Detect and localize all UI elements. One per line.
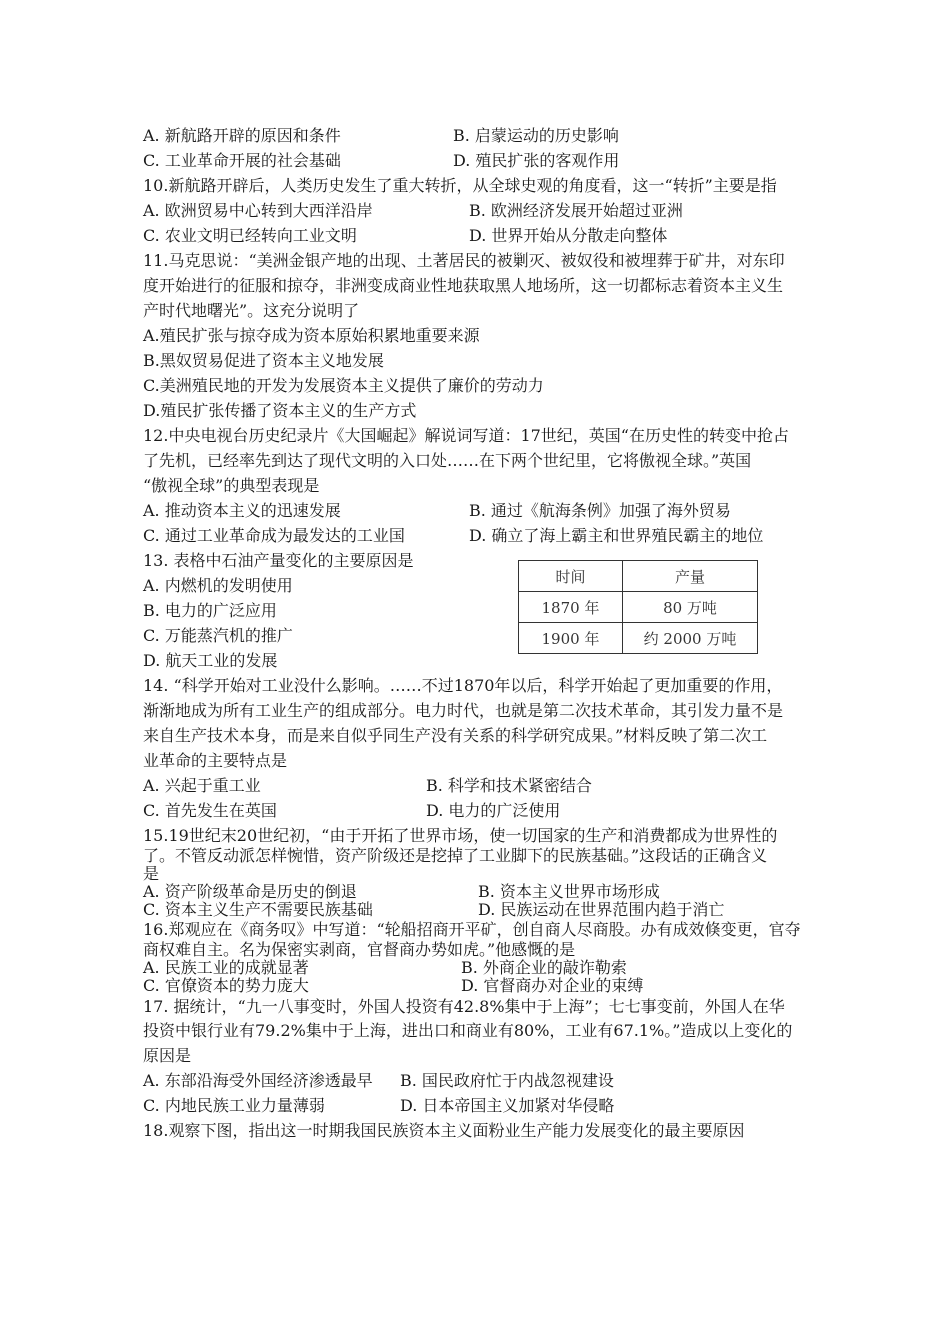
q12-option-c: C. 通过工业革命成为最发达的工业国: [143, 526, 405, 545]
q16-option-b: B. 外商企业的敲诈勒索: [461, 958, 627, 977]
q13-option-a: A. 内燃机的发明使用: [143, 576, 293, 595]
q17-stem-line-3: 原因是: [143, 1046, 192, 1065]
q14-stem-line-2: 渐渐地成为所有工业生产的组成部分。电力时代，也就是第二次技术革命，其引发力量不是: [143, 701, 784, 720]
q10-option-b: B. 欧洲经济发展开始超过亚洲: [469, 201, 683, 220]
q10-stem: 10.新航路开辟后，人类历史发生了重大转折，从全球史观的角度看，这一“转折”主要是指: [143, 176, 777, 195]
q12-option-d: D. 确立了海上霸主和世界殖民霸主的地位: [469, 526, 764, 545]
q11-option-a: A.殖民扩张与掠夺成为资本原始积累地重要来源: [143, 326, 480, 345]
q17-option-a: A. 东部沿海受外国经济渗透最早: [143, 1071, 373, 1090]
q11-stem-line-1: 11.马克思说：“美洲金银产地的出现、土著居民的被剿灭、被奴役和被埋葬于矿井，对东印: [143, 251, 785, 270]
q14-stem-line-3: 来自生产技术本身，而是来自似乎同生产没有关系的科学研究成果。”材料反映了第二次工: [143, 726, 768, 745]
q14-option-d: D. 电力的广泛使用: [426, 801, 561, 820]
q15-option-a: A. 资产阶级革命是历史的倒退: [143, 882, 357, 901]
q9-option-c: C. 工业革命开展的社会基础: [143, 151, 341, 170]
q9-option-a: A. 新航路开辟的原因和条件: [143, 126, 341, 145]
q13-option-d: D. 航天工业的发展: [143, 651, 278, 670]
q17-stem-line-2: 投资中银行业有79.2%集中于上海，进出口和商业有80%，工业有67.1%。”造成以上变化的: [143, 1021, 793, 1040]
q10-option-c: C. 农业文明已经转向工业文明: [143, 226, 357, 245]
q14-option-c: C. 首先发生在英国: [143, 801, 277, 820]
q17-option-d: D. 日本帝国主义加紧对华侵略: [400, 1096, 615, 1115]
table-cell-output: 80 万吨: [623, 592, 758, 623]
q14-option-b: B. 科学和技术紧密结合: [426, 776, 592, 795]
q16-stem-line-1: 16.郑观应在《商务叹》中写道：“轮船招商开平矿，创自商人尽商股。办有成效倏变更，官夺: [143, 920, 801, 939]
table-cell-year: 1900 年: [519, 623, 623, 654]
q15-stem-line-2: 了。不管反动派怎样惋惜，资产阶级还是挖掉了工业脚下的民族基础。”这段话的正确含义: [143, 846, 768, 865]
table-header-time: 时间: [519, 561, 623, 592]
q16-option-d: D. 官督商办对企业的束缚: [461, 976, 644, 995]
table-header-row: [519, 561, 758, 592]
q9-option-b: B. 启蒙运动的历史影响: [453, 126, 619, 145]
q9-option-d: D. 殖民扩张的客观作用: [453, 151, 620, 170]
q14-stem-line-1: 14. “科学开始对工业没什么影响。……不过1870年以后，科学开始起了更加重要的作用，: [143, 676, 783, 695]
q16-stem-line-2: 商权难自主。名为保密实剥商，官督商办势如虎。”他感慨的是: [143, 940, 576, 959]
q11-stem-line-2: 度开始进行的征服和掠夺，非洲变成商业性地获取黑人地场所，这一切都标志着资本主义生: [143, 276, 784, 295]
q11-option-c: C.美洲殖民地的开发为发展资本主义提供了廉价的劳动力: [143, 376, 544, 395]
q12-stem-line-1: 12.中央电视台历史纪录片《大国崛起》解说词写道：17世纪，英国“在历史性的转变中抢占: [143, 426, 789, 445]
q17-option-b: B. 国民政府忙于内战忽视建设: [400, 1071, 614, 1090]
q12-option-a: A. 推动资本主义的迅速发展: [143, 501, 341, 520]
q15-option-c: C. 资本主义生产不需要民族基础: [143, 900, 373, 919]
q17-stem-line-1: 17. 据统计，“九一八事变时，外国人投资有42.8%集中于上海”；七七事变前，外国人在华: [143, 997, 785, 1016]
table-cell-year: 1870 年: [519, 592, 623, 623]
q15-stem-line-1: 15.19世纪末20世纪初，“由于开拓了世界市场，使一切国家的生产和消费都成为世界性的: [143, 826, 778, 845]
table-row: [519, 592, 758, 623]
q11-option-b: B.黑奴贸易促进了资本主义地发展: [143, 351, 384, 370]
q11-stem-line-3: 产时代地曙光”。这充分说明了: [143, 301, 360, 320]
q10-option-a: A. 欧洲贸易中心转到大西洋沿岸: [143, 201, 373, 220]
oil-production-table: [518, 560, 758, 654]
q15-option-b: B. 资本主义世界市场形成: [478, 882, 660, 901]
q14-stem-line-4: 业革命的主要特点是: [143, 751, 288, 770]
q18-stem: 18.观察下图，指出这一时期我国民族资本主义面粉业生产能力发展变化的最主要原因: [143, 1121, 745, 1140]
q11-option-d: D.殖民扩张传播了资本主义的生产方式: [143, 401, 417, 420]
q12-stem-line-2: 了先机，已经率先到达了现代文明的入口处……在下两个世纪里，它将傲视全球。”英国: [143, 451, 752, 470]
q13-stem: 13. 表格中石油产量变化的主要原因是: [143, 551, 414, 570]
q13-option-b: B. 电力的广泛应用: [143, 601, 277, 620]
q15-stem-line-3: 是: [143, 864, 160, 883]
q16-option-a: A. 民族工业的成就显著: [143, 958, 309, 977]
q13-option-c: C. 万能蒸汽机的推广: [143, 626, 293, 645]
q16-option-c: C. 官僚资本的势力庞大: [143, 976, 309, 995]
q15-option-d: D. 民族运动在世界范围内趋于消亡: [478, 900, 725, 919]
table-cell-output: 约 2000 万吨: [623, 623, 758, 654]
table-row: [519, 623, 758, 654]
q12-stem-line-3: “傲视全球”的典型表现是: [143, 476, 320, 495]
q12-option-b: B. 通过《航海条例》加强了海外贸易: [469, 501, 731, 520]
q17-option-c: C. 内地民族工业力量薄弱: [143, 1096, 325, 1115]
q14-option-a: A. 兴起于重工业: [143, 776, 261, 795]
q10-option-d: D. 世界开始从分散走向整体: [469, 226, 668, 245]
table-header-output: 产量: [623, 561, 758, 592]
